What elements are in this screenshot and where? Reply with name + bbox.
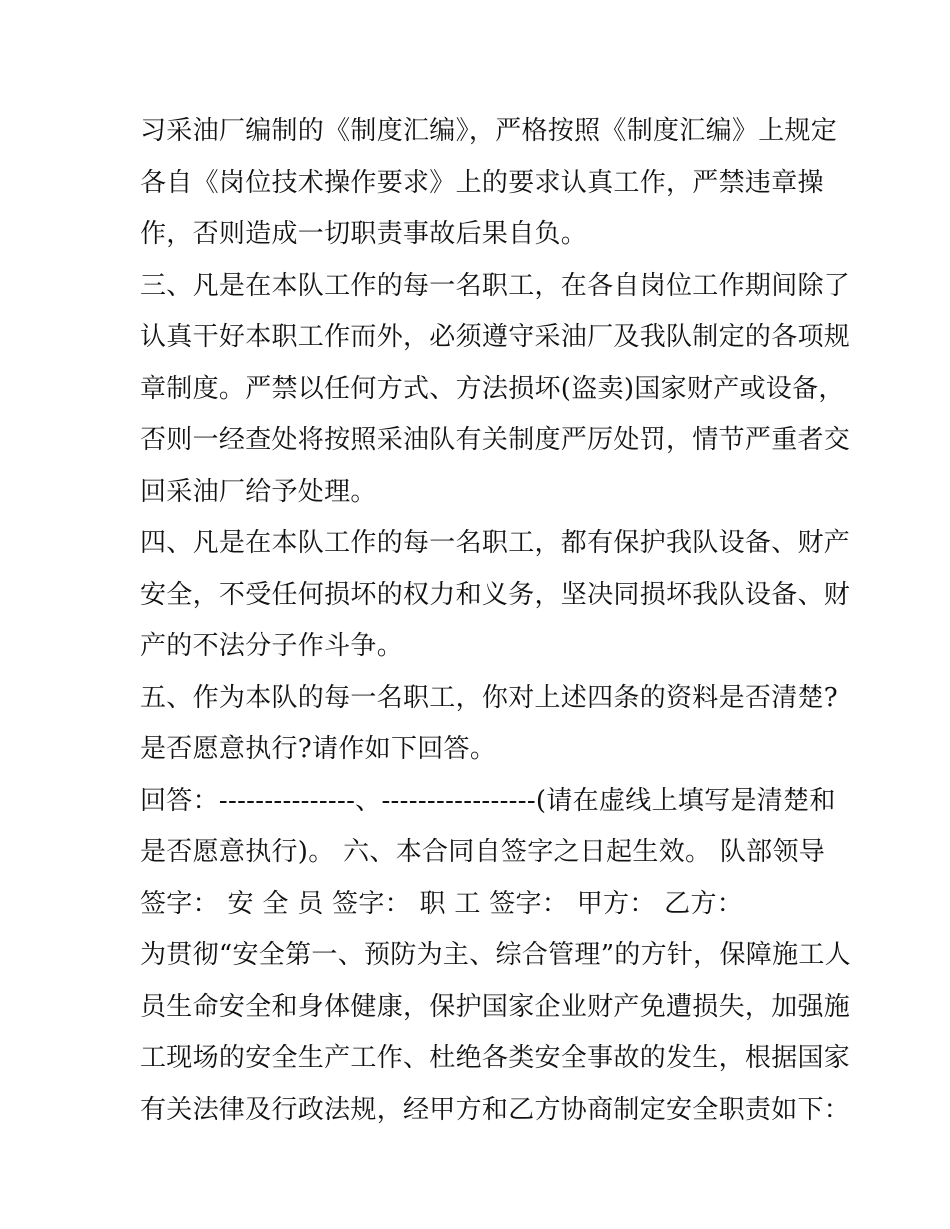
text-line: 习采油厂编制的《制度汇编》，严格按照《制度汇编》上规定 <box>140 116 838 146</box>
text-line: 否则一经查处将按照采油队有关制度严厉处罚，情节严重者交 <box>140 425 851 455</box>
text-line: 产的不法分子作斗争。 <box>140 631 404 661</box>
text-line: 安全，不受任何损坏的权力和义务，坚决同损坏我队设备、财 <box>140 579 851 610</box>
text-line: 回采油厂给予处理。 <box>140 476 377 507</box>
text-line: 各自《岗位技术操作要求》上的要求认真工作，严禁违章操 <box>140 167 824 198</box>
text-line: 有关法律及行政法规，经甲方和乙方协商制定安全职责如下： <box>140 1094 851 1125</box>
text-line: 为贯彻“安全第一、预防为主、综合管理”的方针，保障施工人 <box>140 940 851 970</box>
text-line: 工现场的安全生产工作、杜绝各类安全事故的发生，根据国家 <box>140 1043 851 1073</box>
text-line: 作，否则造成一切职责事故后果自负。 <box>140 219 588 249</box>
text-line: 五、作为本队的每一名职工，你对上述四条的资料是否清楚? <box>140 682 839 713</box>
text-line: 员生命安全和身体健康，保护国家企业财产免遭损失，加强施 <box>140 991 851 1022</box>
text-line: 章制度。严禁以任何方式、方法损坏(盗卖)国家财产或设备， <box>140 373 845 404</box>
text-line: 回答：---------------、-----------------(请在虚线上填写是清楚和 <box>140 785 836 816</box>
text-line: 三、凡是在本队工作的每一名职工，在各自岗位工作期间除了 <box>140 270 851 301</box>
text-line: 是否愿意执行?请作如下回答。 <box>140 734 497 764</box>
text-line: 是否愿意执行)。 六、本合同自签字之日起生效。 队部领导 <box>140 837 826 867</box>
document-body <box>140 106 851 1136</box>
text-line: 四、凡是在本队工作的每一名职工，都有保护我队设备、财产 <box>140 528 851 558</box>
text-line: 认真干好本职工作而外，必须遵守采油厂及我队制定的各项规 <box>140 322 851 352</box>
text-line: 签字： 安 全 员 签字： 职 工 签字： 甲方： 乙方： <box>140 888 744 919</box>
